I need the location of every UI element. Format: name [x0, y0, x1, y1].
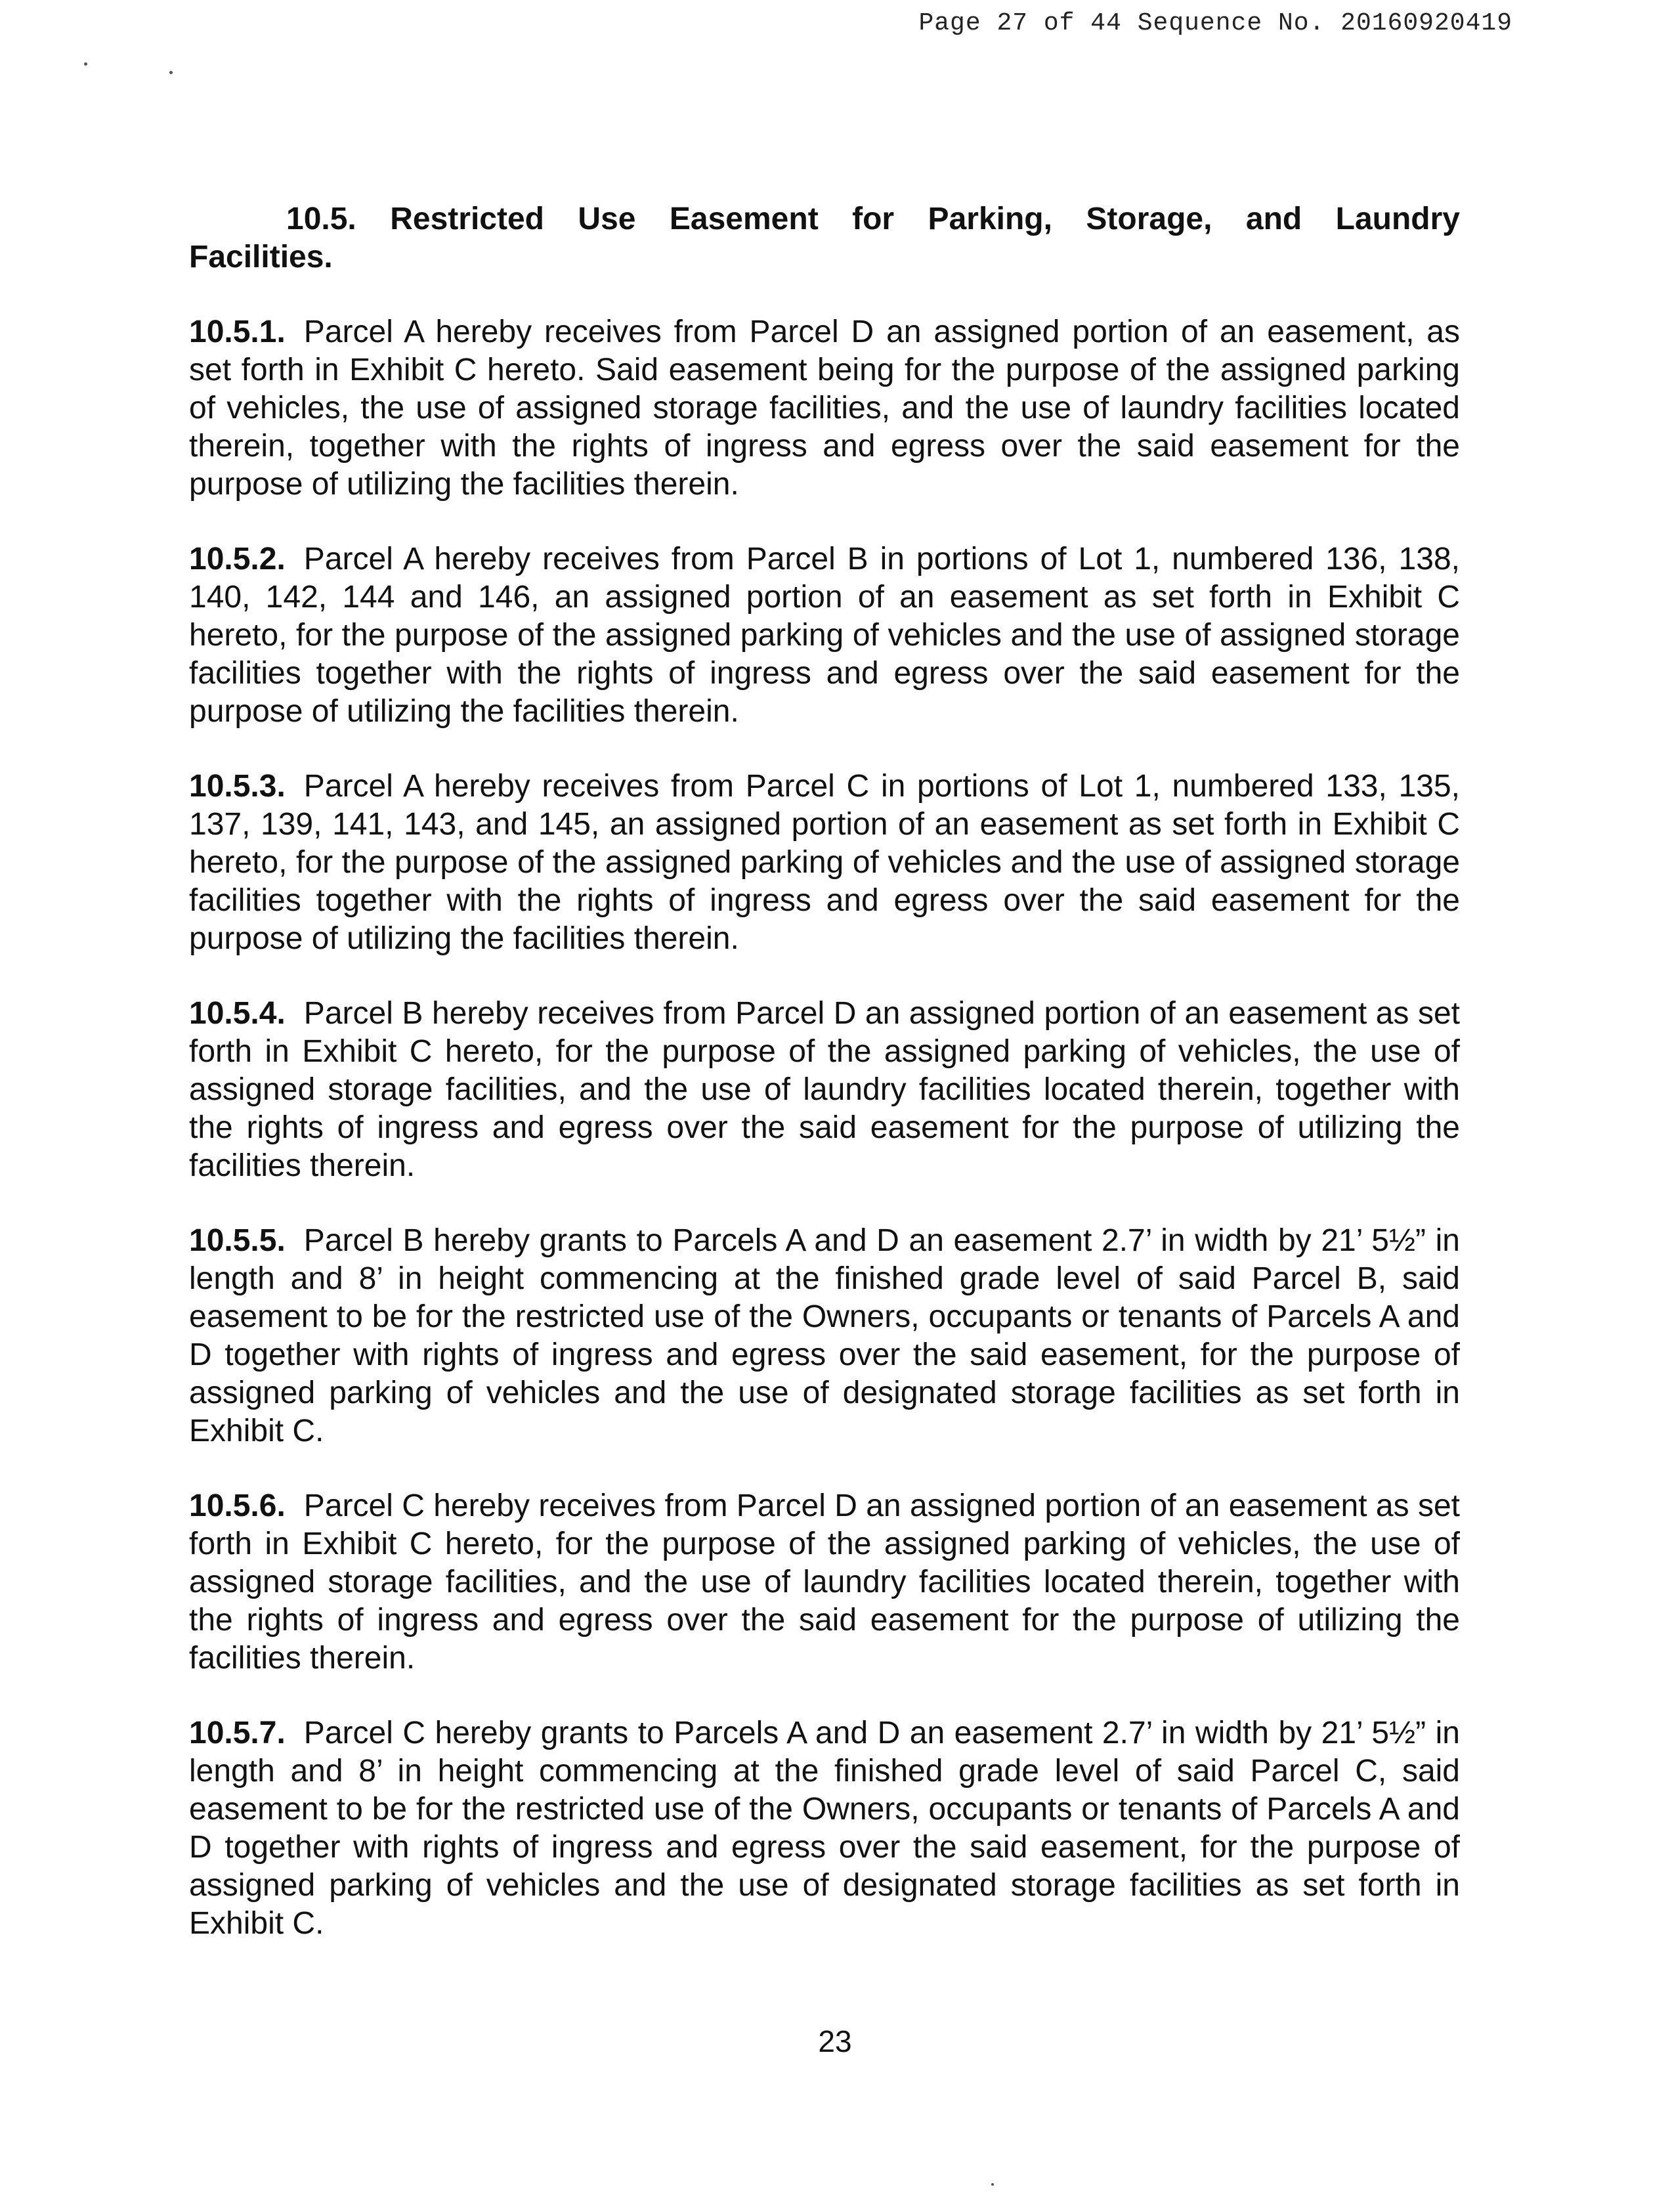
section-10-5-3 [189, 768, 1460, 958]
scan-speck [169, 71, 173, 74]
heading-number: 10.5. [286, 202, 356, 236]
section-text: Parcel B hereby grants to Parcels A and D an easement 2.7’ in width by 21’ 5½” in length and 8’ in height commencing at the finished grade level of said Parcel B, said easement to be for the restricted use of the Owners, occupants or tenants of Parcels A and D together with rights of ingress and egress over the said easement, for the purpose of assigned parking of vehicles and the use of designated storage facilities as set forth in Exhibit C. [189, 1223, 1460, 1448]
sequence-header: Page 27 of 44 Sequence No. 20160920419 [918, 9, 1512, 37]
document-body [189, 200, 1460, 1980]
section-text: Parcel C hereby receives from Parcel D an assigned portion of an easement as set forth in Exhibit C hereto, for the purpose of the assigned parking of vehicles, the use of assigned storage facilities, and the use of laundry facilities located therein, together with the rights of ingress and egress over the said easement for the purpose of utilizing the facilities therein. [189, 1488, 1460, 1676]
section-10-5-1 [189, 313, 1460, 504]
section-text: Parcel C hereby grants to Parcels A and D an easement 2.7’ in width by 21’ 5½” in length and 8’ in height commencing at the finished grade level of said Parcel C, said easement to be for the restricted use of the Owners, occupants or tenants of Parcels A and D together with rights of ingress and egress over the said easement, for the purpose of assigned parking of vehicles and the use of designated storage facilities as set forth in Exhibit C. [189, 1716, 1460, 1941]
section-10-5-4 [189, 995, 1460, 1185]
heading-title-line-1: Restricted Use Easement for Parking, Storage, and Laundry [390, 202, 1460, 236]
scan-speck [991, 2183, 994, 2186]
section-number: 10.5.4. [189, 996, 286, 1031]
heading-line-1 [189, 200, 1460, 238]
section-heading [189, 200, 1460, 276]
section-number: 10.5.6. [189, 1488, 286, 1523]
section-number: 10.5.1. [189, 314, 286, 349]
section-number: 10.5.2. [189, 542, 286, 576]
section-text: Parcel B hereby receives from Parcel D an assigned portion of an easement as set forth in Exhibit C hereto, for the purpose of the assigned parking of vehicles, the use of assigned storage facilities, and the use of laundry facilities located therein, together with the rights of ingress and egress over the said easement for the purpose of utilizing the facilities therein. [189, 996, 1460, 1183]
section-text: Parcel A hereby receives from Parcel C in portions of Lot 1, numbered 133, 135, 137, 139, 141, 143, and 145, an assigned portion of an easement as set forth in Exhibit C hereto, for the purpose of the assigned parking of vehicles and the use of assigned storage facilities together with the rights of ingress and egress over the said easement for the purpose of utilizing the facilities therein. [189, 769, 1460, 956]
section-10-5-5 [189, 1222, 1460, 1450]
section-number: 10.5.7. [189, 1716, 286, 1750]
heading-title-line-2: Facilities. [189, 240, 333, 274]
section-number: 10.5.5. [189, 1223, 286, 1258]
page-number: 23 [818, 2024, 852, 2058]
section-10-5-6 [189, 1487, 1460, 1678]
section-number: 10.5.3. [189, 769, 286, 804]
scan-speck [84, 62, 87, 66]
section-10-5-2 [189, 540, 1460, 731]
section-10-5-7 [189, 1714, 1460, 1943]
section-text: Parcel A hereby receives from Parcel D an assigned portion of an easement, as set forth in Exhibit C hereto. Said easement being for the purpose of the assigned parking of vehicles, the use of assigned storage facilities, and the use of laundry facilities located therein, together with the rights of ingress and egress over the said easement for the purpose of utilizing the facilities therein. [189, 314, 1460, 502]
section-text: Parcel A hereby receives from Parcel B in portions of Lot 1, numbered 136, 138, 140, 142, 144 and 146, an assigned portion of an easement as set forth in Exhibit C hereto, for the purpose of the assigned parking of vehicles and the use of assigned storage facilities together with the rights of ingress and egress over the said easement for the purpose of utilizing the facilities therein. [189, 542, 1460, 729]
